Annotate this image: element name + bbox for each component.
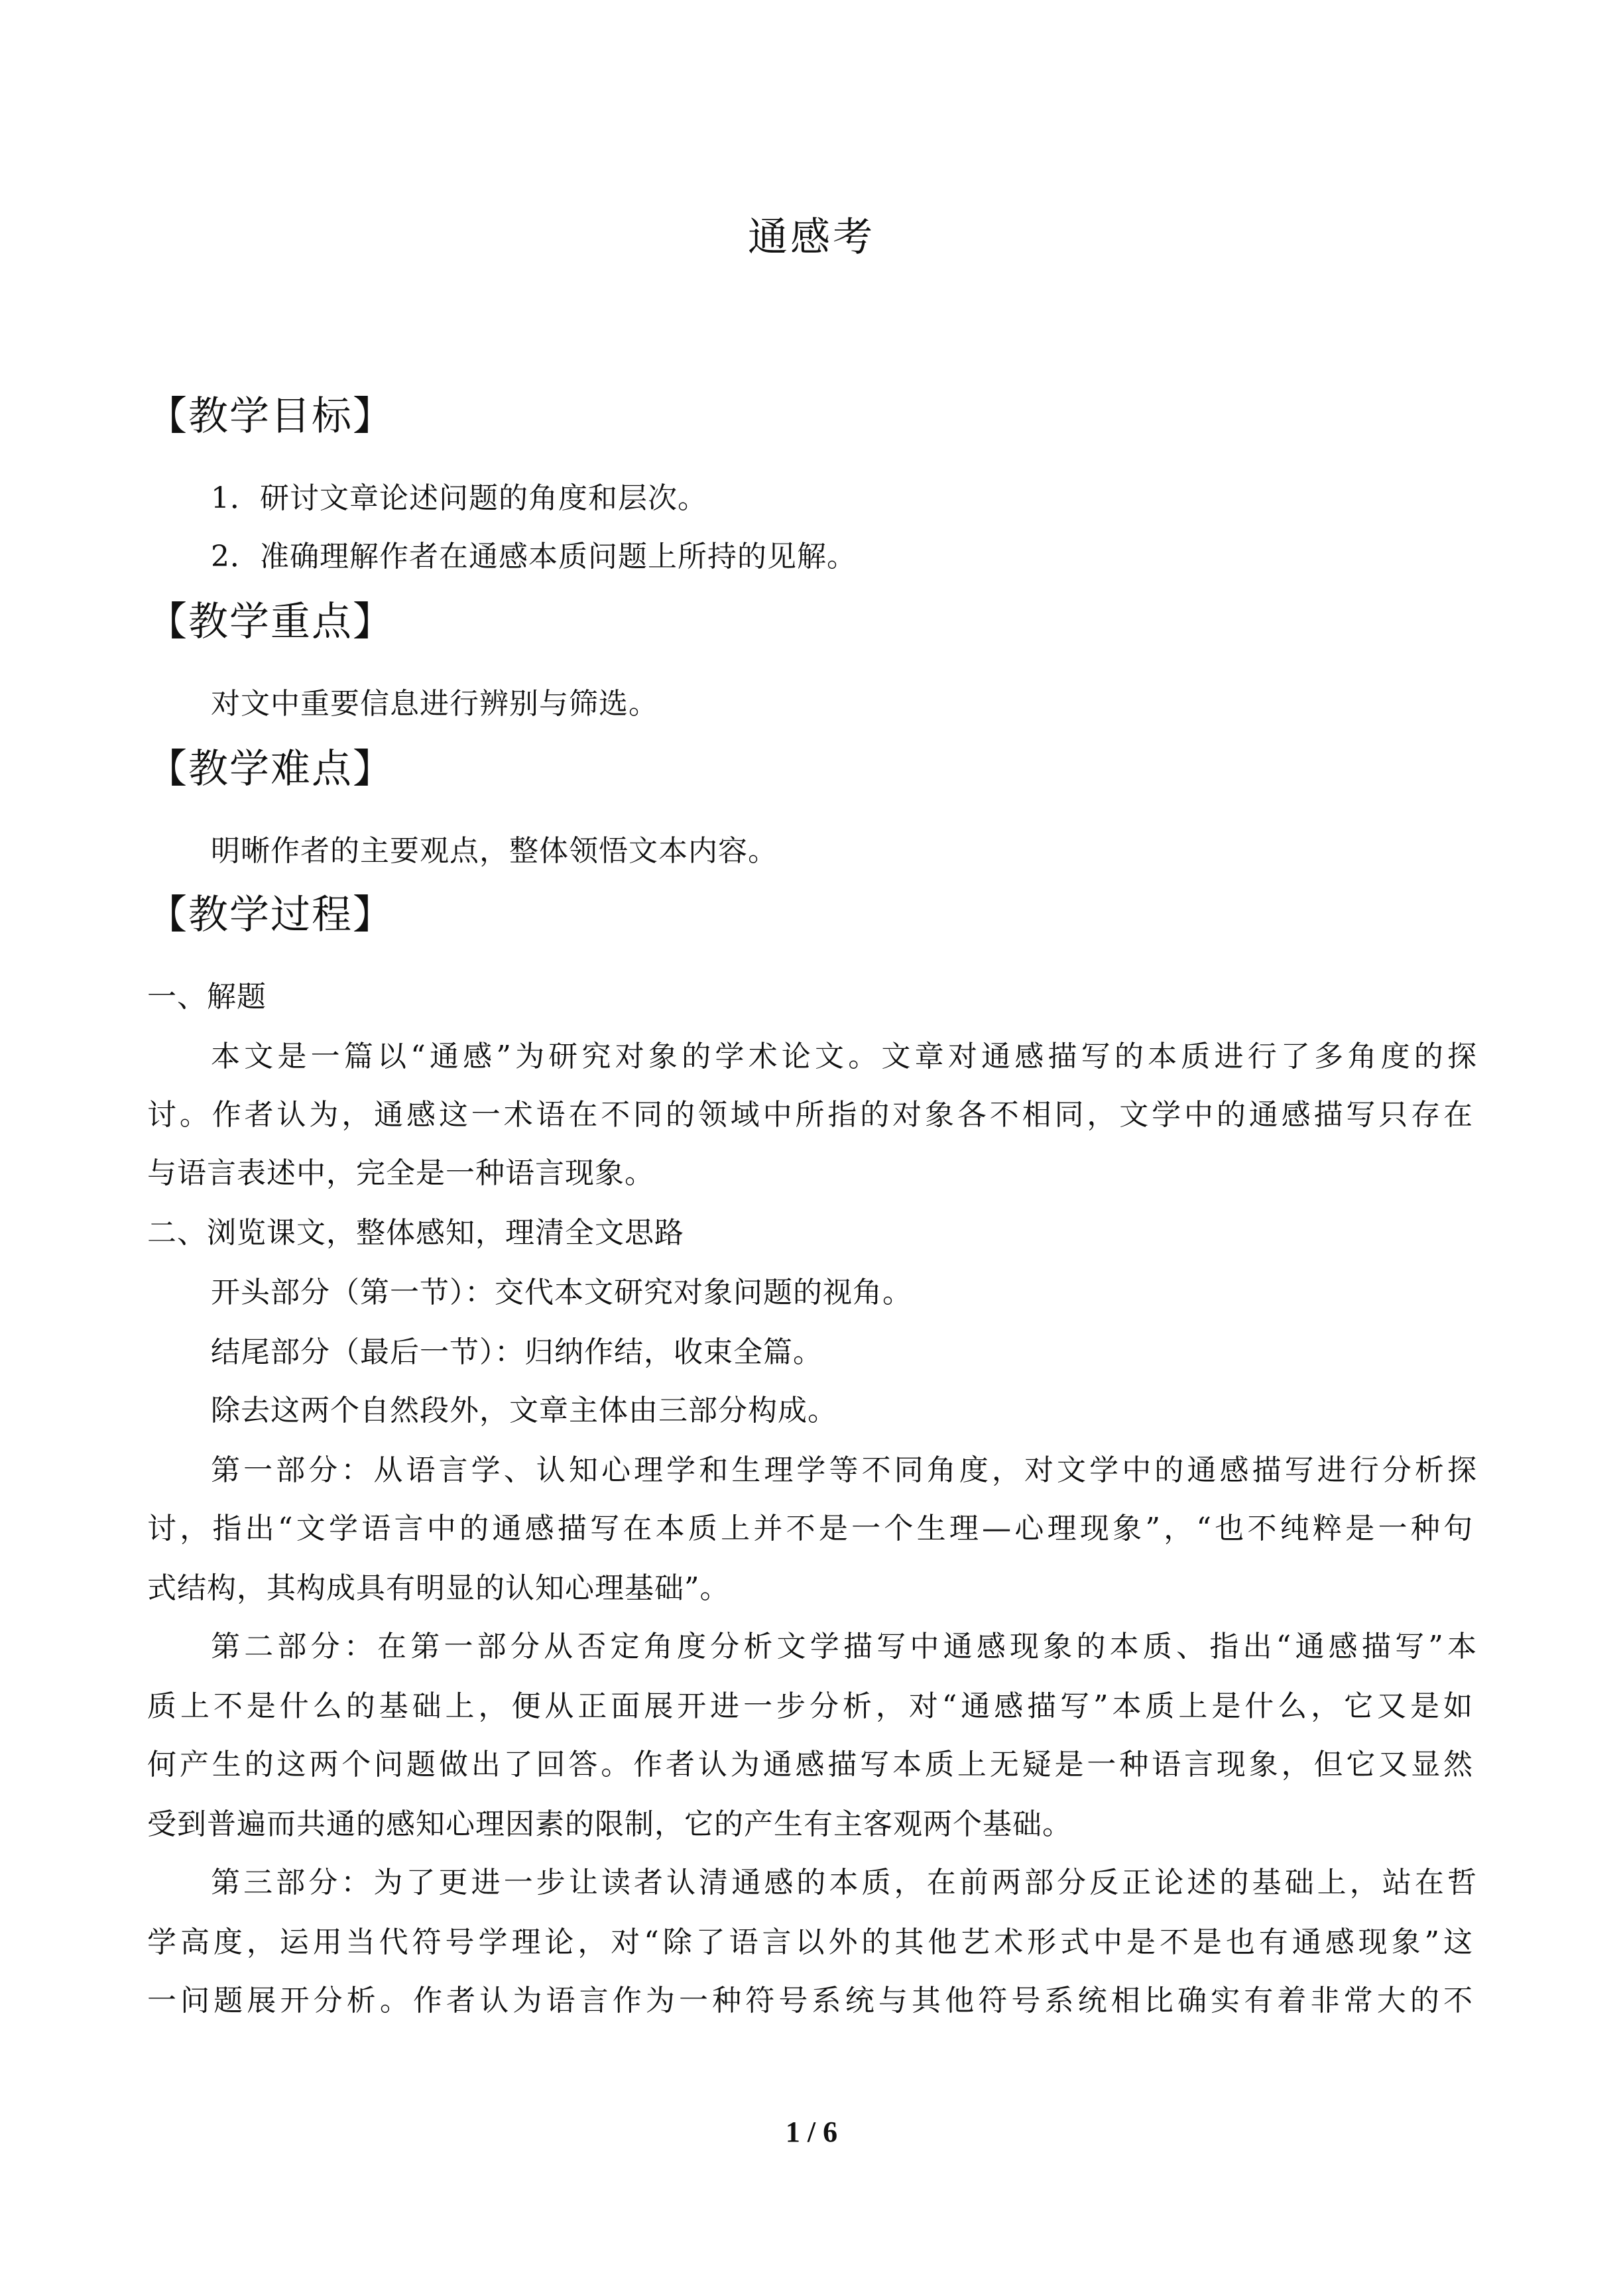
- paragraph-line: 与语言表述中，完全是一种语言现象。: [147, 1156, 654, 1190]
- goal-item: 2．准确理解作者在通感本质问题上所持的见解。: [211, 540, 857, 574]
- paragraph-line: 第二部分：在第一部分从否定角度分析文学描写中通感现象的本质、指出“通感描写”本: [211, 1630, 1477, 1663]
- paragraph-line: 讨，指出“文学语言中的通感描写在本质上并不是一个生理—心理现象”，“也不纯粹是一种句: [147, 1512, 1473, 1545]
- paragraph-line: 一问题展开分析。作者认为语言作为一种符号系统与其他符号系统相比确实有着非常大的不: [147, 1984, 1473, 2018]
- key-points-text: 对文中重要信息进行辨别与筛选。: [211, 687, 658, 721]
- section-heading-difficulties: 【教学难点】: [147, 746, 394, 792]
- section-heading-process: 【教学过程】: [147, 892, 394, 938]
- paragraph-line: 学高度，运用当代符号学理论，对“除了语言以外的其他艺术形式中是不是也有通感现象”这: [147, 1925, 1473, 1959]
- goal-item: 1．研讨文章论述问题的角度和层次。: [211, 481, 707, 515]
- paragraph-line: 除去这两个自然段外，文章主体由三部分构成。: [211, 1394, 837, 1427]
- section-heading-goals: 【教学目标】: [147, 393, 394, 440]
- page-number: 1 / 6: [785, 2116, 838, 2148]
- paragraph-line: 质上不是什么的基础上，便从正面展开进一步分析，对“通感描写”本质上是什么，它又是如: [147, 1689, 1473, 1723]
- paragraph-line: 第一部分：从语言学、认知心理学和生理学等不同角度，对文学中的通感描写进行分析探: [211, 1453, 1477, 1487]
- process-part1-heading: 一、解题: [147, 980, 267, 1014]
- paragraph-line: 式结构，其构成具有明显的认知心理基础”。: [147, 1571, 730, 1605]
- document-title: 通感考: [748, 214, 875, 261]
- paragraph-line: 何产生的这两个问题做出了回答。作者认为通感描写本质上无疑是一种语言现象，但它又显然: [147, 1748, 1473, 1782]
- process-part2-heading: 二、浏览课文，整体感知，理清全文思路: [147, 1216, 684, 1250]
- section-heading-key-points: 【教学重点】: [147, 599, 394, 645]
- difficulties-text: 明晰作者的主要观点，整体领悟文本内容。: [211, 834, 778, 868]
- paragraph-line: 结尾部分（最后一节）：归纳作结，收束全篇。: [211, 1335, 823, 1369]
- paragraph-line: 本文是一篇以“通感”为研究对象的学术论文。文章对通感描写的本质进行了多角度的探: [211, 1040, 1477, 1073]
- paragraph-line: 第三部分：为了更进一步让读者认清通感的本质，在前两部分反正论述的基础上，站在哲: [211, 1866, 1477, 1900]
- paragraph-line: 讨。作者认为，通感这一术语在不同的领域中所指的对象各不相同，文学中的通感描写只存在: [147, 1098, 1473, 1132]
- paragraph-line: 受到普遍而共通的感知心理因素的限制，它的产生有主客观两个基础。: [147, 1807, 1072, 1841]
- paragraph-line: 开头部分（第一节）：交代本文研究对象问题的视角。: [211, 1276, 912, 1309]
